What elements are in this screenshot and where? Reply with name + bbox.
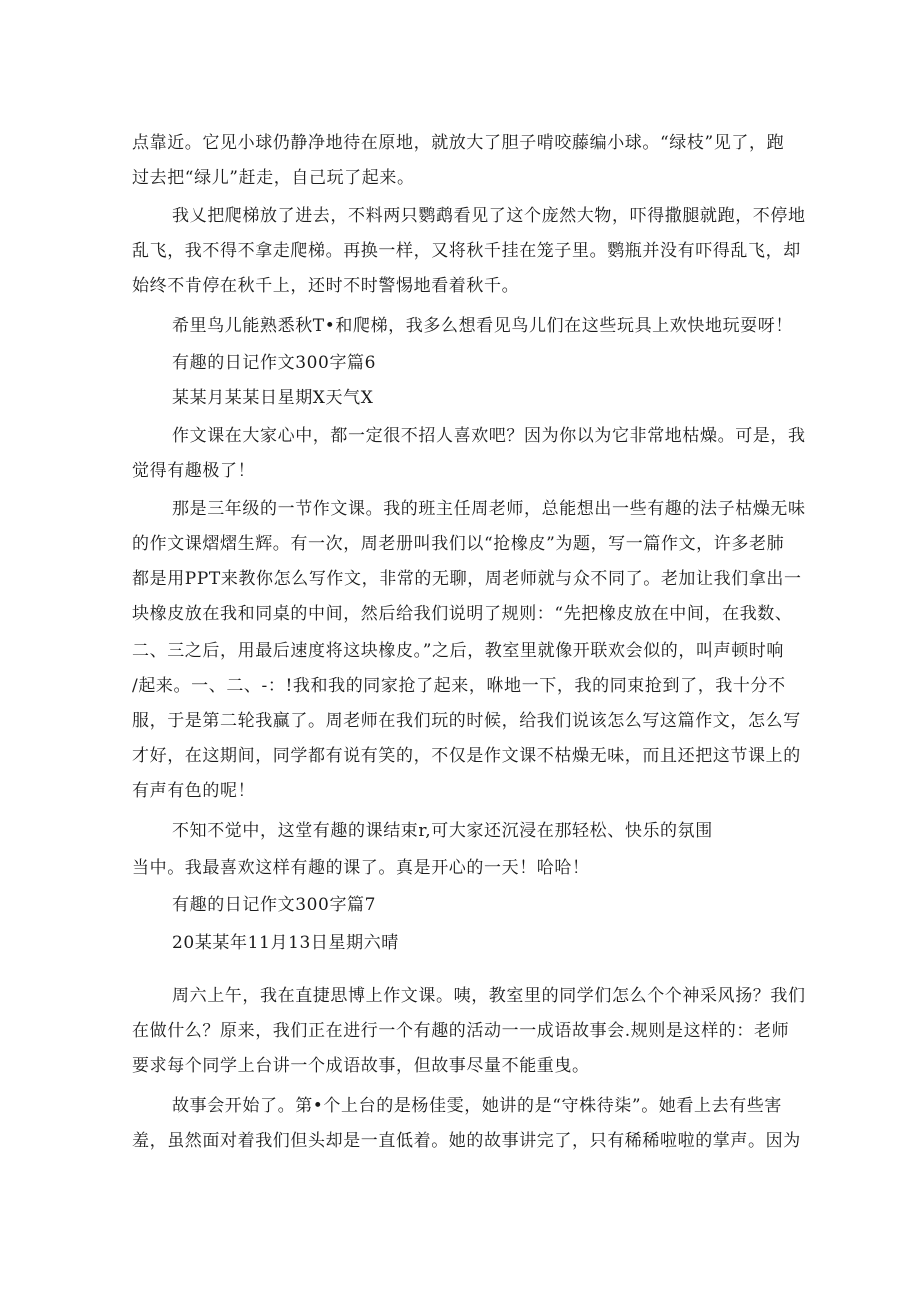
text-line: 点靠近。它见小球仍静净地待在原地，就放大了胆子啃咬藤编小球。“绿枝”见了，跑 (132, 133, 785, 153)
text-line: 二、三之后，用最后速度将这块橡皮。”之后，教室里就像开联欢会似的，叫声顿时响 (132, 641, 784, 661)
text-line: 故事会开始了。第•个上台的是杨佳雯，她讲的是“守株待柒”。她看上去有些害 (172, 1096, 783, 1116)
diary-date: 某某月某某日星期X天气X (172, 388, 374, 408)
text-line: /起来。一、二、-：!我和我的同家抢了起来，咻地一下，我的同束抢到了，我十分不 (132, 676, 786, 696)
text-line: 那是三年级的一节作文课。我的班主任周老师，总能想出一些有趣的法子枯燥无味 (172, 499, 806, 519)
text-line: 有声有色的呢！ (132, 781, 256, 801)
text-line: 觉得有趣极了！ (132, 461, 256, 481)
text-line: 不知不觉中，这堂有趣的课结束r,可大家还沉浸在那轻松、快乐的氛围 (172, 821, 713, 841)
section-heading: 有趣的日记作文300字篇7 (172, 895, 377, 915)
text-line: 作文课在大家心中，都一定很不招人喜欢吧？因为你以为它非常地枯燥。可是，我 (172, 426, 806, 446)
diary-date: 20某某年11月13日星期六晴 (172, 933, 399, 953)
text-line: 周六上午，我在直捷思博上作文课。咦，教室里的同学们怎么个个神采风扬？我们 (172, 986, 806, 1006)
section-heading: 有趣的日记作文300字篇6 (172, 353, 377, 373)
text-line: 在做什么？原来，我们正在进行一个有趣的活动一一成语故事会.规则是这样的：老师 (132, 1021, 790, 1041)
text-line: 要求每个同学上台讲一个成语故事，但故事尽量不能重曳。 (132, 1056, 590, 1076)
text-line: 我乂把爬梯放了进去，不料两只鹦鹉看见了这个庞然大物，吓得撒腿就跑，不停地 (172, 206, 806, 226)
text-line: 乱飞，我不得不拿走爬梯。再换一样，又将秋千挂在笼子里。鹦瓶并没有吓得乱飞，却 (132, 241, 801, 261)
text-line: 当中。我最喜欢这样有趣的课了。真是开心的一天！哈哈！ (132, 858, 590, 878)
text-line: 的作文课熠熠生辉。有一次，周老册叫我们以“抢橡皮”为题，写一篇作文，许多老肺 (132, 534, 785, 554)
text-line: 希里鸟儿能熟悉秋T•和爬梯，我多么想看见鸟儿们在这些玩具上欢快地玩耍呀！ (172, 316, 793, 336)
text-line: 始终不肯停在秋千上，还时不时警惕地看着秋千。 (132, 276, 520, 296)
text-line: 服，于是第二轮我赢了。周老师在我们玩的时候，给我们说该怎么写这篇作文，怎么写 (132, 711, 801, 731)
text-line: 羞，虽然面对着我们但头却是一直低着。她的故事讲完了，只有稀稀啦啦的掌声。因为 (132, 1131, 801, 1151)
text-line: 过去把“绿儿”赶走，自己玩了起来。 (132, 168, 415, 188)
text-line: 块橡皮放在我和同桌的中间，然后给我们说明了规则：“先把橡皮放在中间，在我数、 (132, 604, 793, 624)
text-line: 才好，在这期间，同学都有说有笑的，不仅是作文课不枯燥无味，而且还把这节课上的 (132, 746, 801, 766)
text-line: 都是用PPT来教你怎么写作文，非常的无聊，周老师就与众不同了。老加让我们拿出一 (132, 569, 802, 589)
